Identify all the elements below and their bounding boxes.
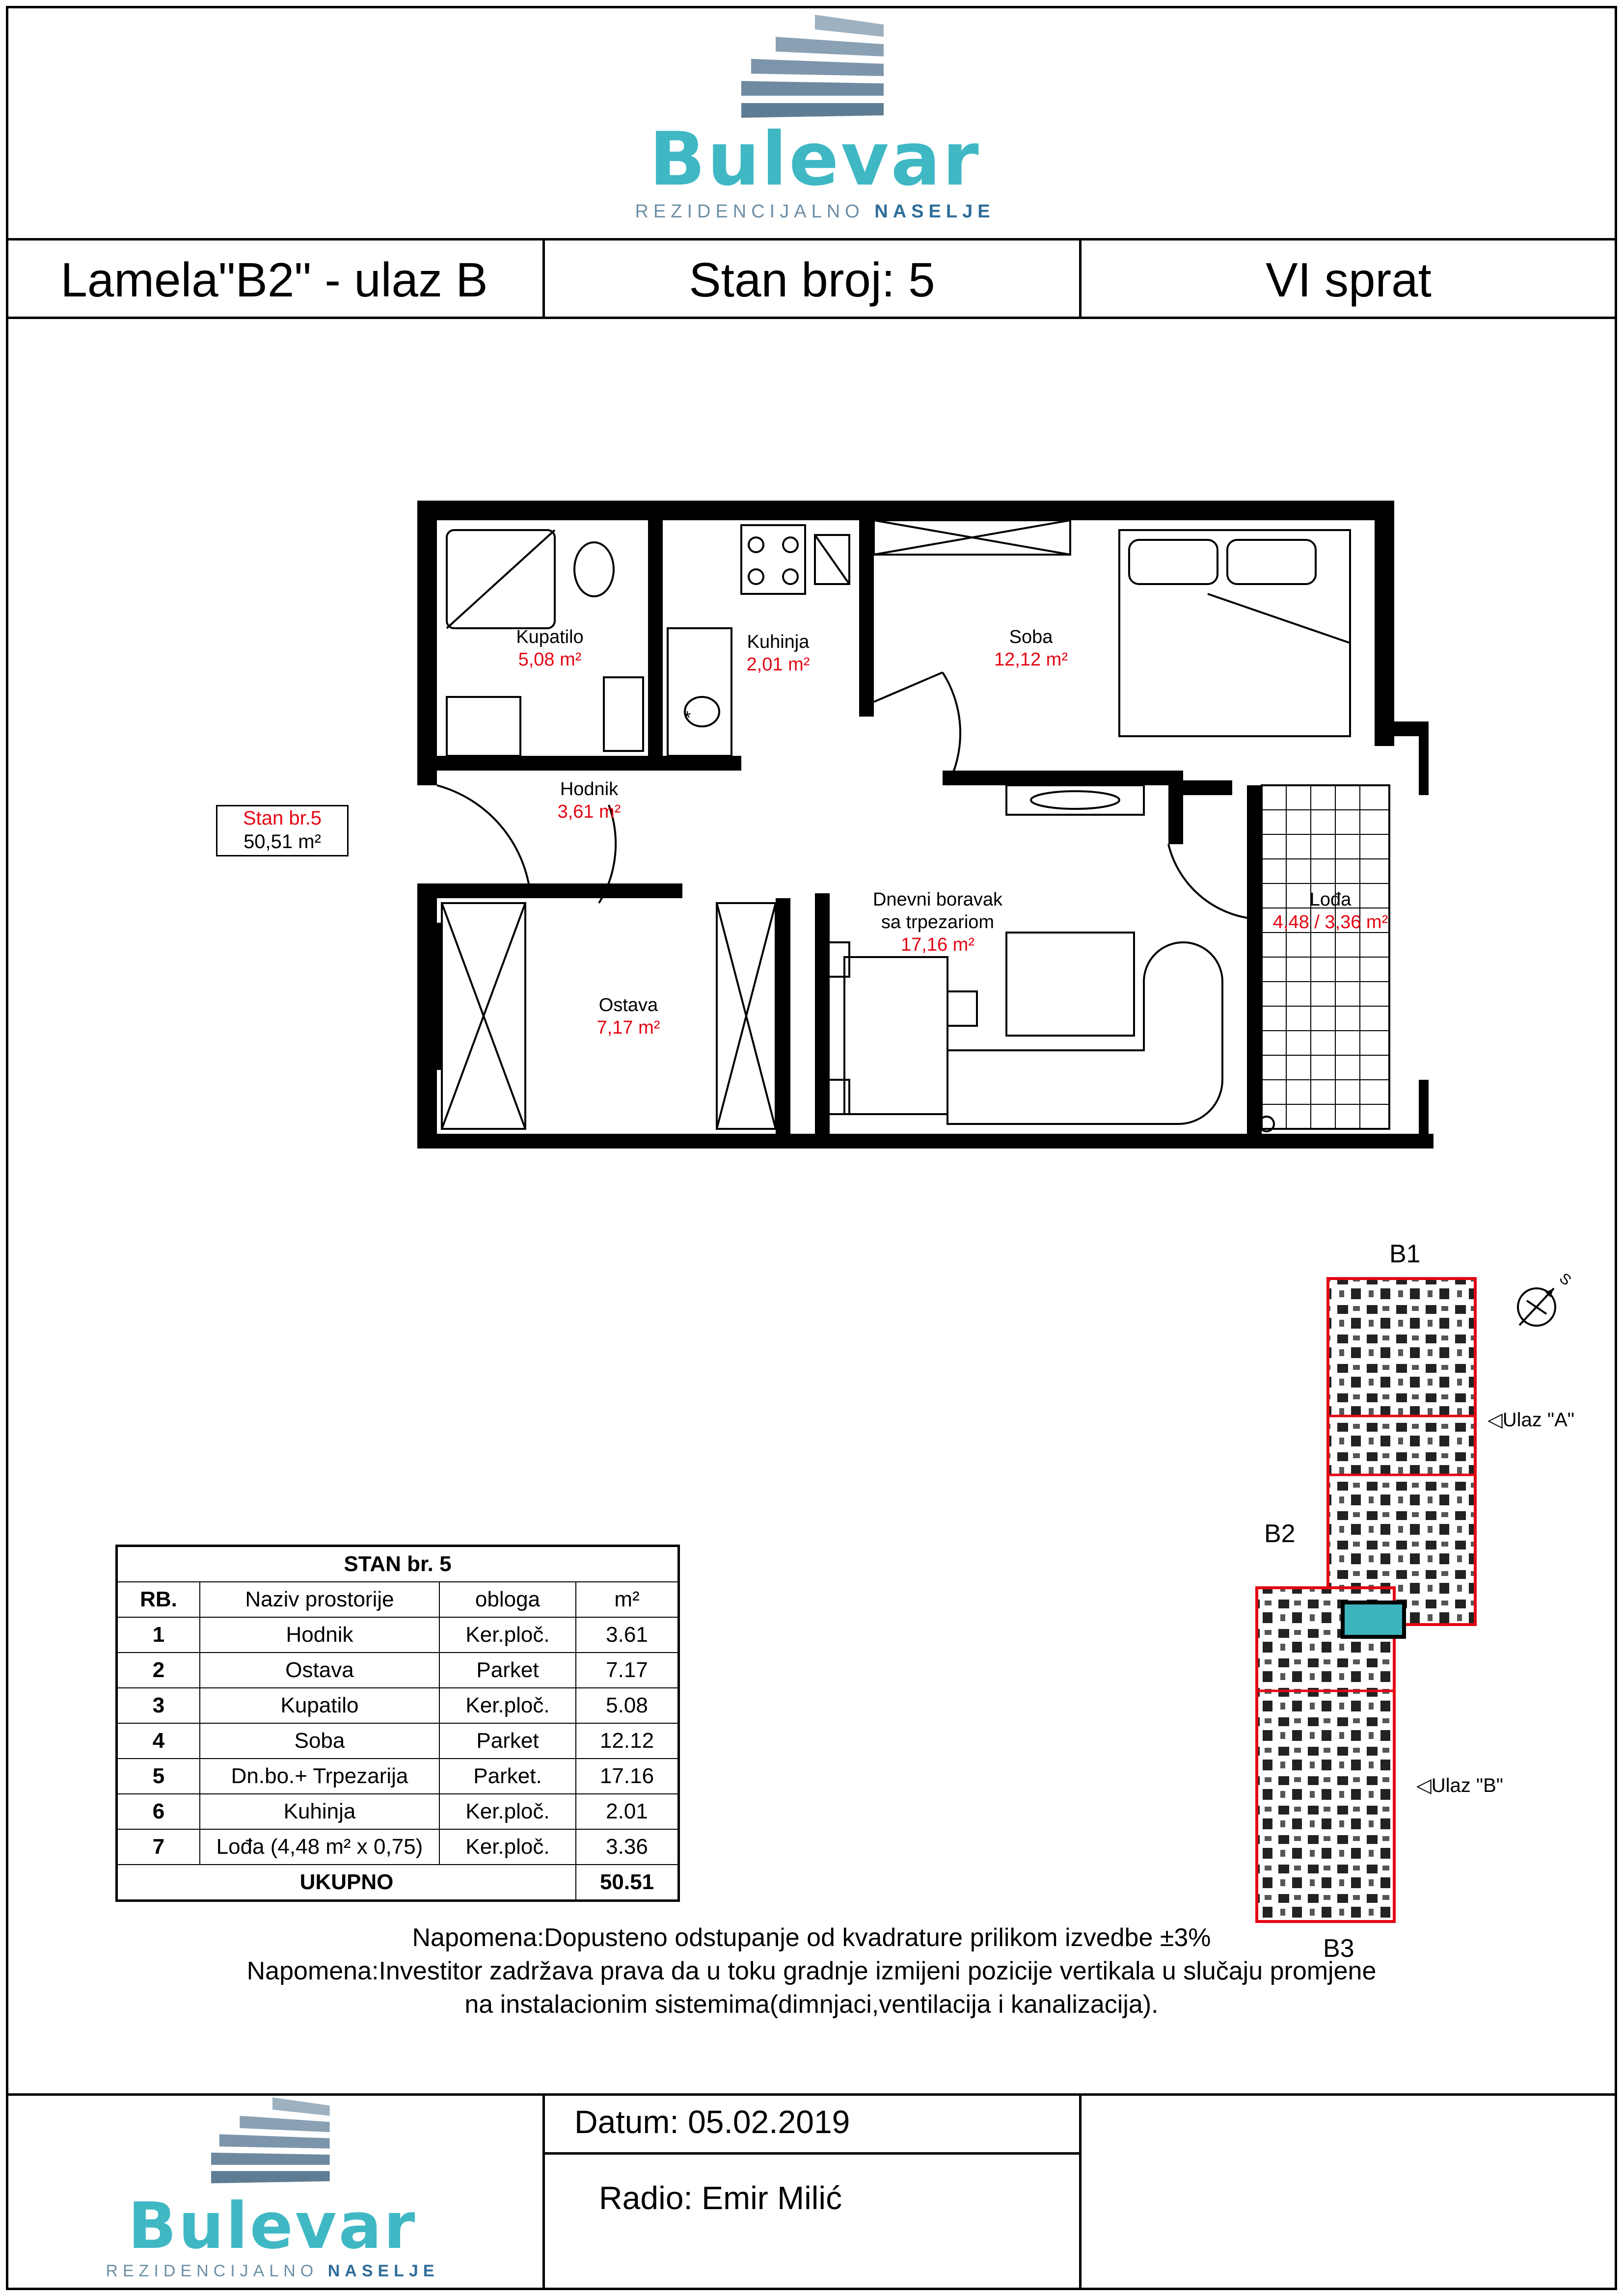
room-table [115, 1545, 680, 1902]
table-title: STAN br. 5 [117, 1546, 679, 1582]
table-row: 5 Dn.bo.+ Trpezarija Parket. 17.16 [117, 1759, 679, 1794]
brand-name: Bulevar [128, 2189, 417, 2263]
note-tolerance: Napomena:Dopusteno odstupanje od kvadrature prilikom izvedbe ±3% [412, 1923, 1211, 1952]
divider [6, 317, 1617, 319]
site-label-b3: B3 [1323, 1934, 1354, 1963]
floor-plan [403, 491, 1434, 1168]
footer-date: Datum: 05.02.2019 [574, 2104, 850, 2140]
building-icon [106, 2093, 439, 2191]
room-label-lodja: Lođa 4,48 / 3,36 m² [1272, 889, 1388, 933]
room-label-kuhinja: Kuhinja 2,01 m² [746, 632, 810, 675]
lamela-label: Lamela"B2" - ulaz B [60, 252, 488, 307]
table-row: 1 Hodnik Ker.ploč. 3.61 [117, 1617, 679, 1653]
floor-label: VI sprat [1266, 252, 1432, 307]
table-row: 2 Ostava Parket 7.17 [117, 1653, 679, 1688]
divider [542, 2152, 1082, 2155]
brand-name: Bulevar [649, 117, 981, 202]
table-row: 3 Kupatilo Ker.ploč. 5.08 [117, 1688, 679, 1723]
site-label-b2: B2 [1264, 1520, 1296, 1548]
room-label-kupatilo: Kupatilo 5,08 m² [516, 627, 584, 670]
brand-tagline: REZIDENCIJALNO NASELJE [106, 2262, 439, 2280]
note-installations: na instalacionim sistemima(dimnjaci,ventilacija i kanalizacija). [464, 1990, 1159, 2019]
divider [1079, 2093, 1082, 2290]
footer-author: Radio: Emir Milić [599, 2180, 842, 2216]
room-label-hodnik: Hodnik 3,61 m² [557, 779, 621, 822]
apartment-tag: Stan br.5 50,51 m² [216, 805, 349, 856]
room-label-soba: Soba 12,12 m² [994, 627, 1068, 670]
apartment-number: Stan broj: 5 [689, 252, 935, 307]
room-label-dnevni-boravak: Dnevni boravak sa trpezariom 17,16 m² [872, 889, 1003, 955]
table-row: 4 Soba Parket 12.12 [117, 1723, 679, 1759]
brand-tagline: REZIDENCIJALNO NASELJE [635, 201, 995, 222]
note-investor: Napomena:Investitor zadržava prava da u toku gradnje izmijeni pozicije vertikala u slučaju promjene [246, 1957, 1377, 1985]
table-header-row: RB. Naziv prostorije obloga m² [117, 1582, 679, 1617]
site-label-b1: B1 [1389, 1240, 1421, 1268]
table-row: 7 Lođa (4,48 m² x 0,75) Ker.ploč. 3.36 [117, 1829, 679, 1865]
table-row: 6 Kuhinja Ker.ploč. 2.01 [117, 1794, 679, 1829]
entry-label-b: ◁Ulaz "B" [1416, 1775, 1503, 1796]
compass-label: S [1556, 1270, 1574, 1289]
site-plan [1247, 1274, 1591, 1926]
brand-logo [628, 10, 1001, 236]
building-icon [628, 10, 1001, 128]
table-total-row: UKUPNO 50.51 [117, 1865, 679, 1901]
divider [542, 2093, 545, 2290]
footer-brand-logo [106, 2093, 439, 2290]
plan-marker: * [683, 708, 691, 728]
divider [6, 238, 1617, 240]
room-label-ostava: Ostava 7,17 m² [596, 995, 660, 1038]
entry-label-a: ◁Ulaz "A" [1488, 1409, 1574, 1431]
